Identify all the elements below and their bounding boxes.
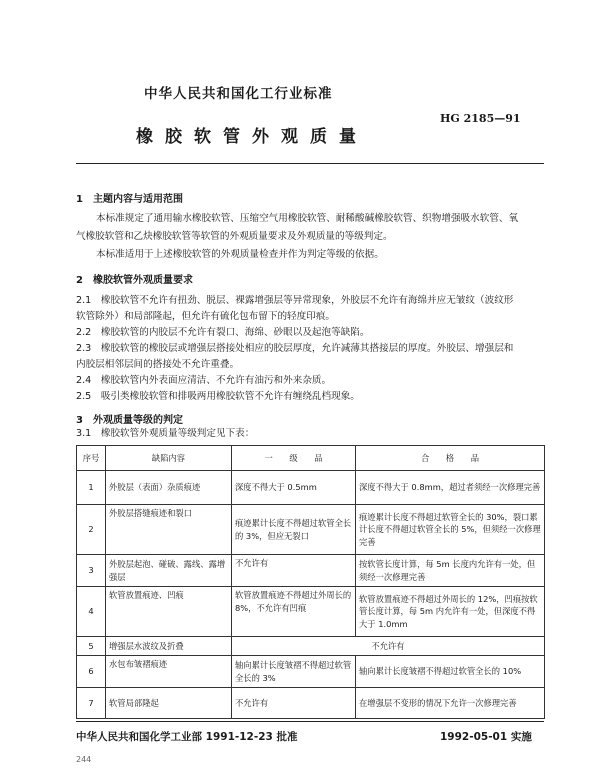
row-defect: 软管放置痕迹、凹痕 — [106, 587, 232, 637]
col-header-pass-grade: 合 格 品 — [356, 446, 545, 471]
row-merged-grade: 不允许有 — [232, 637, 545, 656]
row-defect: 增强层水波纹及折叠 — [106, 637, 232, 656]
clause-2-5: 2.5 吸引类橡胶软管和排吸两用橡胶软管不允许有缠绕乱档现象。 — [76, 391, 360, 402]
row-no: 3 — [77, 555, 106, 587]
page-number: 244 — [76, 755, 92, 764]
grade-table — [76, 445, 545, 719]
row-pass-grade: 痕迹累计长度不得超过软管全长的 30%，裂口累计长度不得超过软管全长的 5%，但须经一次修理完善 — [356, 505, 545, 555]
section-3-title: 3 外观质量等级的判定 — [76, 415, 183, 426]
row-pass-grade: 软管放置痕迹不得超过外周长的 12%，凹痕按软管长度计算，每 5m 内允许有一处，但深度不得大于 1.0mm — [356, 587, 545, 637]
row-first-grade: 轴向累计长度皱褶不得超过软管全长的 3% — [232, 656, 356, 688]
col-header-first-grade: 一 级 品 — [232, 446, 356, 471]
row-first-grade: 深度不得大于 0.5mm — [232, 471, 356, 505]
row-no: 6 — [77, 656, 106, 688]
section-2-title: 2 橡胶软管外观质量要求 — [76, 275, 193, 286]
row-no: 7 — [77, 688, 106, 719]
header-rule — [76, 163, 544, 164]
row-pass-grade: 深度不得大于 0.8mm，超过者须经一次修理完善 — [356, 471, 545, 505]
row-no: 4 — [77, 587, 106, 637]
table-row — [77, 587, 545, 637]
col-header-defect: 缺陷内容 — [106, 446, 232, 471]
row-first-grade: 不允许有 — [232, 688, 356, 719]
row-first-grade: 痕迹累计长度不得超过软管全长的 3%，但应无裂口 — [232, 505, 356, 555]
section-1-paragraph-1-cont: 气橡胶软管和乙炔橡胶软管等软管的外观质量要求及外观质量的等级判定。 — [76, 231, 393, 242]
row-no: 1 — [77, 471, 106, 505]
clause-2-3: 2.3 橡胶软管的橡胶层或增强层搭接处相应的胶层厚度，允许减薄其搭接层的厚度。外胶层、增强层和 — [76, 343, 514, 354]
table-row — [77, 637, 545, 656]
clause-2-4: 2.4 橡胶软管内外表面应清洁、不允许有油污和外来杂质。 — [76, 375, 332, 386]
row-pass-grade: 按软管长度计算，每 5m 长度内允许有一处，但须经一次修理完善 — [356, 555, 545, 587]
row-pass-grade: 在增强层不变形的情况下允许一次修理完善 — [356, 688, 545, 719]
row-no: 5 — [77, 637, 106, 656]
row-defect: 水包布皱褶痕迹 — [106, 656, 232, 688]
effective-date: 1992-05-01 实施 — [440, 731, 532, 743]
clause-2-2: 2.2 橡胶软管的内胶层不允许有裂口、海绵、砂眼以及起泡等缺陷。 — [76, 327, 370, 338]
row-defect: 外胶层搭缝痕迹和裂口 — [106, 505, 232, 555]
row-pass-grade: 轴向累计长度皱褶不得超过软管全长的 10% — [356, 656, 545, 688]
approval-note: 中华人民共和国化学工业部 1991-12-23 批准 — [76, 731, 298, 743]
doc-title: 橡胶软管外观质量 — [136, 127, 368, 147]
clause-2-3-cont: 内胶层相邻层间的搭接处不允许重叠。 — [76, 359, 240, 370]
row-first-grade: 软管放置痕迹不得超过外周长的 8%，不允许有凹痕 — [232, 587, 356, 637]
table-row — [77, 505, 545, 555]
row-first-grade: 不允许有 — [232, 555, 356, 587]
row-defect: 软管局部隆起 — [106, 688, 232, 719]
row-defect: 外胶层（表面）杂质痕迹 — [106, 471, 232, 505]
table-row — [77, 656, 545, 688]
table-row — [77, 688, 545, 719]
row-defect: 外胶层起泡、碰破、露线、露增强层 — [106, 555, 232, 587]
table-header-row — [77, 446, 545, 471]
standard-number: HG 2185—91 — [440, 112, 521, 125]
section-1-paragraph-1: 本标准规定了通用输水橡胶软管、压缩空气用橡胶软管、耐稀酸碱橡胶软管、织物增强吸水软管、氧 — [96, 213, 519, 224]
col-header-no: 序号 — [77, 446, 106, 471]
table-row — [77, 471, 545, 505]
section-1-paragraph-2: 本标准适用于上述橡胶软管的外观质量检查并作为判定等级的依据。 — [96, 249, 384, 260]
section-1-title: 1 主题内容与适用范围 — [76, 194, 183, 205]
clause-2-1: 2.1 橡胶软管不允许有扭劲、脱层、裸露增强层等异常现象，外胶层不允许有海绵并应无皱纹（波纹形 — [76, 295, 514, 306]
clause-2-1-cont: 软管除外）和局部隆起，但允许有硫化包布留下的轻度印痕。 — [76, 311, 336, 322]
footer-rule — [76, 721, 544, 722]
org-title: 中华人民共和国化工行业标准 — [144, 86, 333, 102]
row-no: 2 — [77, 505, 106, 555]
clause-3-1: 3.1 橡胶软管外观质量等级判定见下表： — [76, 428, 255, 439]
table-row — [77, 555, 545, 587]
